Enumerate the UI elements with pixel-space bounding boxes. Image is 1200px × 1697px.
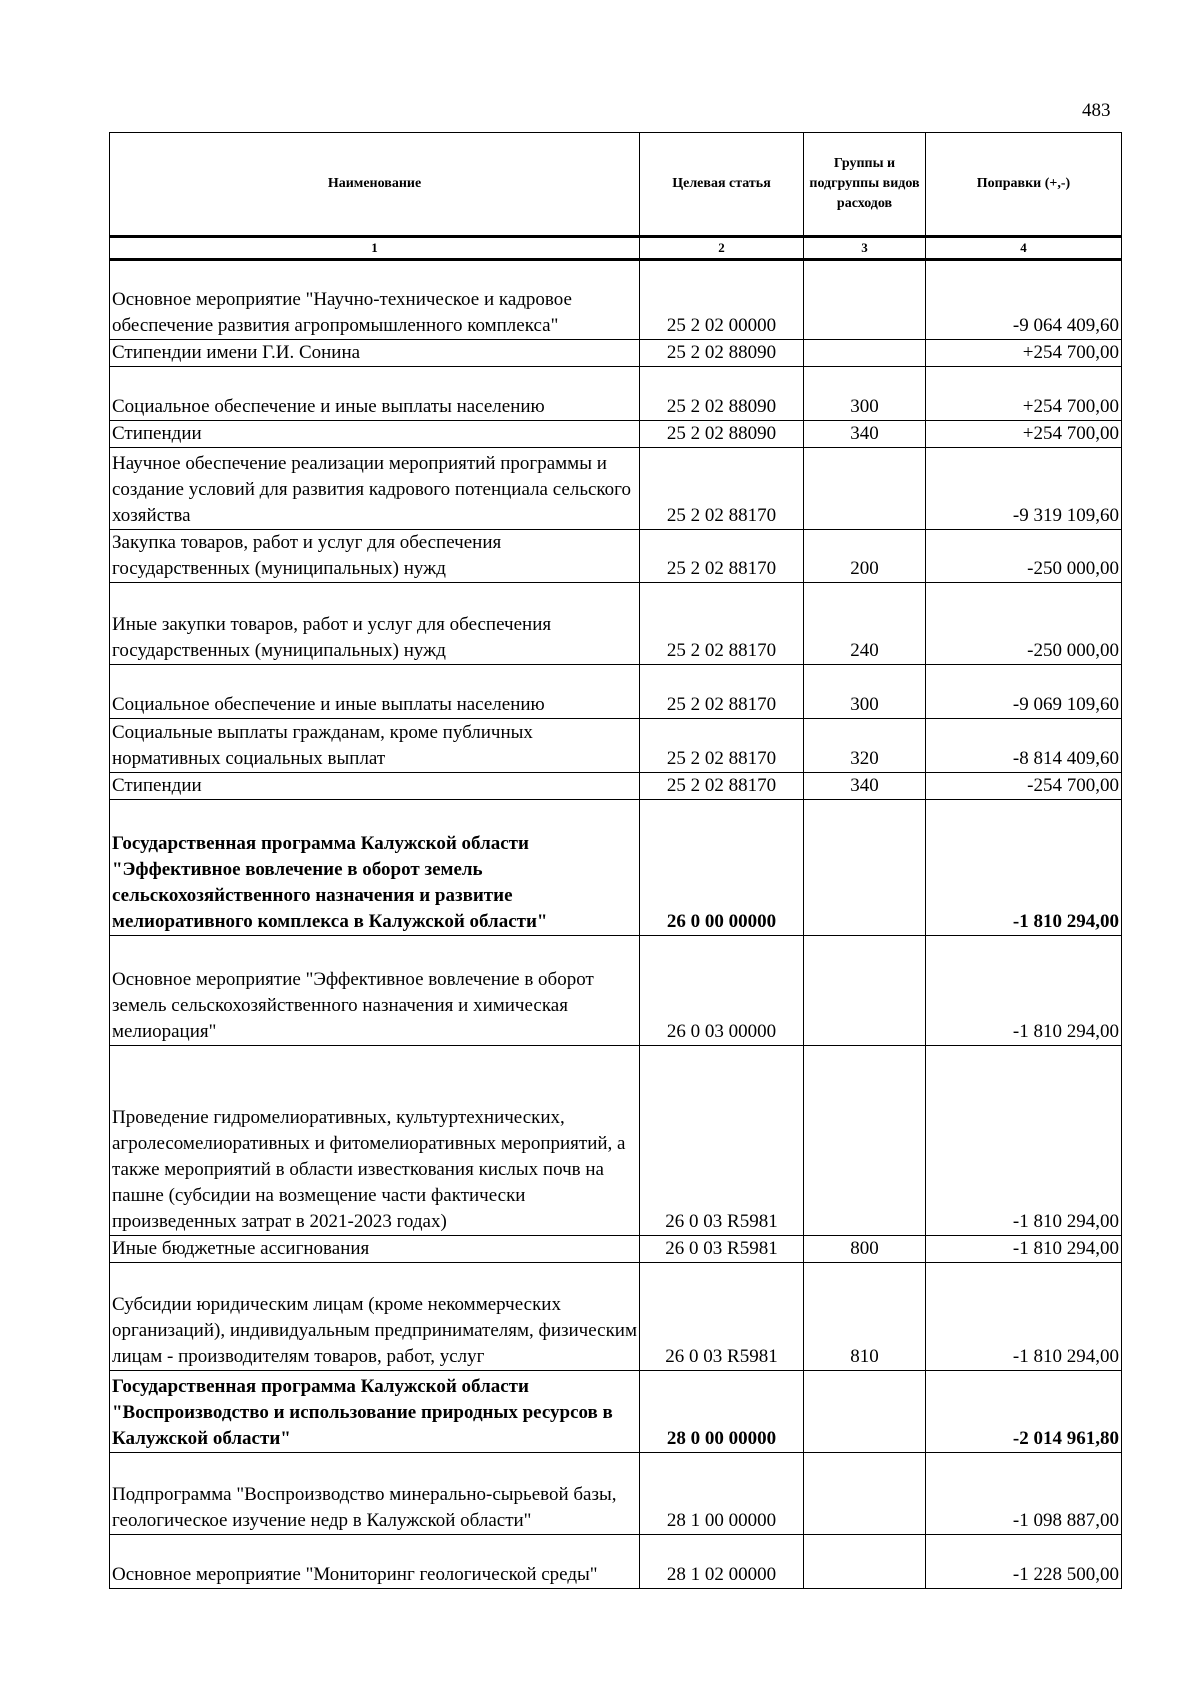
table-row <box>110 1535 1122 1589</box>
row-amendment: -1 810 294,00 <box>926 1046 1122 1236</box>
row-name: Проведение гидромелиоративных, культуртехнических, агролесомелиоративных и фитомелиоративных мероприятий, а также мероприятий в области известкования кислых почв на пашне (субсидии на возмещение части фактически произведенных затрат в 2021-2023 годах) <box>110 1046 640 1236</box>
row-target-article: 25 2 02 88170 <box>640 773 804 800</box>
budget-amendments-table <box>109 132 1122 1589</box>
row-target-article: 25 2 02 88090 <box>640 421 804 448</box>
row-name: Научное обеспечение реализации мероприятий программы и создание условий для развития кадрового потенциала сельского хозяйства <box>110 448 640 530</box>
row-target-article: 25 2 02 88170 <box>640 719 804 773</box>
table-row <box>110 773 1122 800</box>
row-expense-group: 340 <box>804 773 926 800</box>
row-expense-group <box>804 448 926 530</box>
row-name: Субсидии юридическим лицам (кроме некоммерческих организаций), индивидуальным предпринимателям, физическим лицам - производителям товаров, работ, услуг <box>110 1263 640 1371</box>
row-target-article: 25 2 02 88090 <box>640 367 804 421</box>
row-amendment: -9 319 109,60 <box>926 448 1122 530</box>
row-target-article: 25 2 02 88170 <box>640 583 804 665</box>
row-amendment: -8 814 409,60 <box>926 719 1122 773</box>
row-target-article: 25 2 02 88170 <box>640 448 804 530</box>
table-row <box>110 936 1122 1046</box>
column-number-row <box>110 237 1122 260</box>
row-amendment: -1 810 294,00 <box>926 936 1122 1046</box>
row-target-article: 28 0 00 00000 <box>640 1371 804 1453</box>
table-row <box>110 367 1122 421</box>
row-expense-group <box>804 1371 926 1453</box>
table-row <box>110 1046 1122 1236</box>
table-row <box>110 1453 1122 1535</box>
table-row <box>110 1263 1122 1371</box>
table-row <box>110 719 1122 773</box>
header-row <box>110 133 1122 237</box>
column-number: 4 <box>926 237 1122 260</box>
column-number: 1 <box>110 237 640 260</box>
row-name: Иные закупки товаров, работ и услуг для обеспечения государственных (муниципальных) нужд <box>110 583 640 665</box>
row-amendment: +254 700,00 <box>926 367 1122 421</box>
row-name: Подпрограмма "Воспроизводство минерально-сырьевой базы, геологическое изучение недр в Калужской области" <box>110 1453 640 1535</box>
row-expense-group: 340 <box>804 421 926 448</box>
row-amendment: -1 810 294,00 <box>926 1236 1122 1263</box>
row-name: Иные бюджетные ассигнования <box>110 1236 640 1263</box>
row-name: Стипендии имени Г.И. Сонина <box>110 340 640 367</box>
header-target-article: Целевая статья <box>640 133 804 237</box>
row-amendment: -1 810 294,00 <box>926 800 1122 936</box>
header-expense-groups: Группы и подгруппы видов расходов <box>804 133 926 237</box>
row-name: Социальные выплаты гражданам, кроме публичных нормативных социальных выплат <box>110 719 640 773</box>
row-expense-group <box>804 1535 926 1589</box>
row-amendment: -1 228 500,00 <box>926 1535 1122 1589</box>
row-name: Социальное обеспечение и иные выплаты населению <box>110 367 640 421</box>
row-expense-group: 200 <box>804 530 926 583</box>
row-amendment: -1 098 887,00 <box>926 1453 1122 1535</box>
row-amendment: -2 014 961,80 <box>926 1371 1122 1453</box>
table-row <box>110 340 1122 367</box>
page-number: 483 <box>1082 100 1111 121</box>
row-target-article: 28 1 02 00000 <box>640 1535 804 1589</box>
header-amendments: Поправки (+,-) <box>926 133 1122 237</box>
row-expense-group: 800 <box>804 1236 926 1263</box>
row-expense-group <box>804 260 926 340</box>
header-name: Наименование <box>110 133 640 237</box>
table-row <box>110 448 1122 530</box>
row-amendment: -254 700,00 <box>926 773 1122 800</box>
row-expense-group: 240 <box>804 583 926 665</box>
row-target-article: 25 2 02 88170 <box>640 530 804 583</box>
row-target-article: 25 2 02 00000 <box>640 260 804 340</box>
row-expense-group <box>804 936 926 1046</box>
table-row <box>110 1236 1122 1263</box>
row-name: Государственная программа Калужской области "Эффективное вовлечение в оборот земель сельскохозяйственного назначения и развитие мелиоративного комплекса в Калужской области" <box>110 800 640 936</box>
row-amendment: -9 069 109,60 <box>926 665 1122 719</box>
table-row <box>110 583 1122 665</box>
row-name: Государственная программа Калужской области "Воспроизводство и использование природных ресурсов в Калужской области" <box>110 1371 640 1453</box>
row-amendment: -250 000,00 <box>926 530 1122 583</box>
row-name: Основное мероприятие "Эффективное вовлечение в оборот земель сельскохозяйственного назначения и химическая мелиорация" <box>110 936 640 1046</box>
row-target-article: 25 2 02 88170 <box>640 665 804 719</box>
row-amendment: -250 000,00 <box>926 583 1122 665</box>
row-name: Закупка товаров, работ и услуг для обеспечения государственных (муниципальных) нужд <box>110 530 640 583</box>
row-expense-group <box>804 1046 926 1236</box>
row-expense-group: 810 <box>804 1263 926 1371</box>
row-name: Социальное обеспечение и иные выплаты населению <box>110 665 640 719</box>
row-target-article: 26 0 00 00000 <box>640 800 804 936</box>
row-target-article: 26 0 03 R5981 <box>640 1263 804 1371</box>
row-name: Основное мероприятие "Мониторинг геологической среды" <box>110 1535 640 1589</box>
row-amendment: +254 700,00 <box>926 421 1122 448</box>
table-row <box>110 665 1122 719</box>
table-row <box>110 260 1122 340</box>
table-row <box>110 800 1122 936</box>
table-row <box>110 1371 1122 1453</box>
row-amendment: +254 700,00 <box>926 340 1122 367</box>
row-amendment: -1 810 294,00 <box>926 1263 1122 1371</box>
row-target-article: 28 1 00 00000 <box>640 1453 804 1535</box>
row-target-article: 26 0 03 R5981 <box>640 1236 804 1263</box>
row-name: Стипендии <box>110 421 640 448</box>
row-expense-group <box>804 1453 926 1535</box>
row-name: Основное мероприятие "Научно-техническое и кадровое обеспечение развития агропромышленного комплекса" <box>110 260 640 340</box>
row-target-article: 25 2 02 88090 <box>640 340 804 367</box>
row-amendment: -9 064 409,60 <box>926 260 1122 340</box>
row-expense-group: 320 <box>804 719 926 773</box>
row-target-article: 26 0 03 R5981 <box>640 1046 804 1236</box>
row-expense-group: 300 <box>804 665 926 719</box>
row-expense-group <box>804 340 926 367</box>
row-name: Стипендии <box>110 773 640 800</box>
column-number: 3 <box>804 237 926 260</box>
row-target-article: 26 0 03 00000 <box>640 936 804 1046</box>
table-row <box>110 530 1122 583</box>
row-expense-group <box>804 800 926 936</box>
row-expense-group: 300 <box>804 367 926 421</box>
table-row <box>110 421 1122 448</box>
column-number: 2 <box>640 237 804 260</box>
